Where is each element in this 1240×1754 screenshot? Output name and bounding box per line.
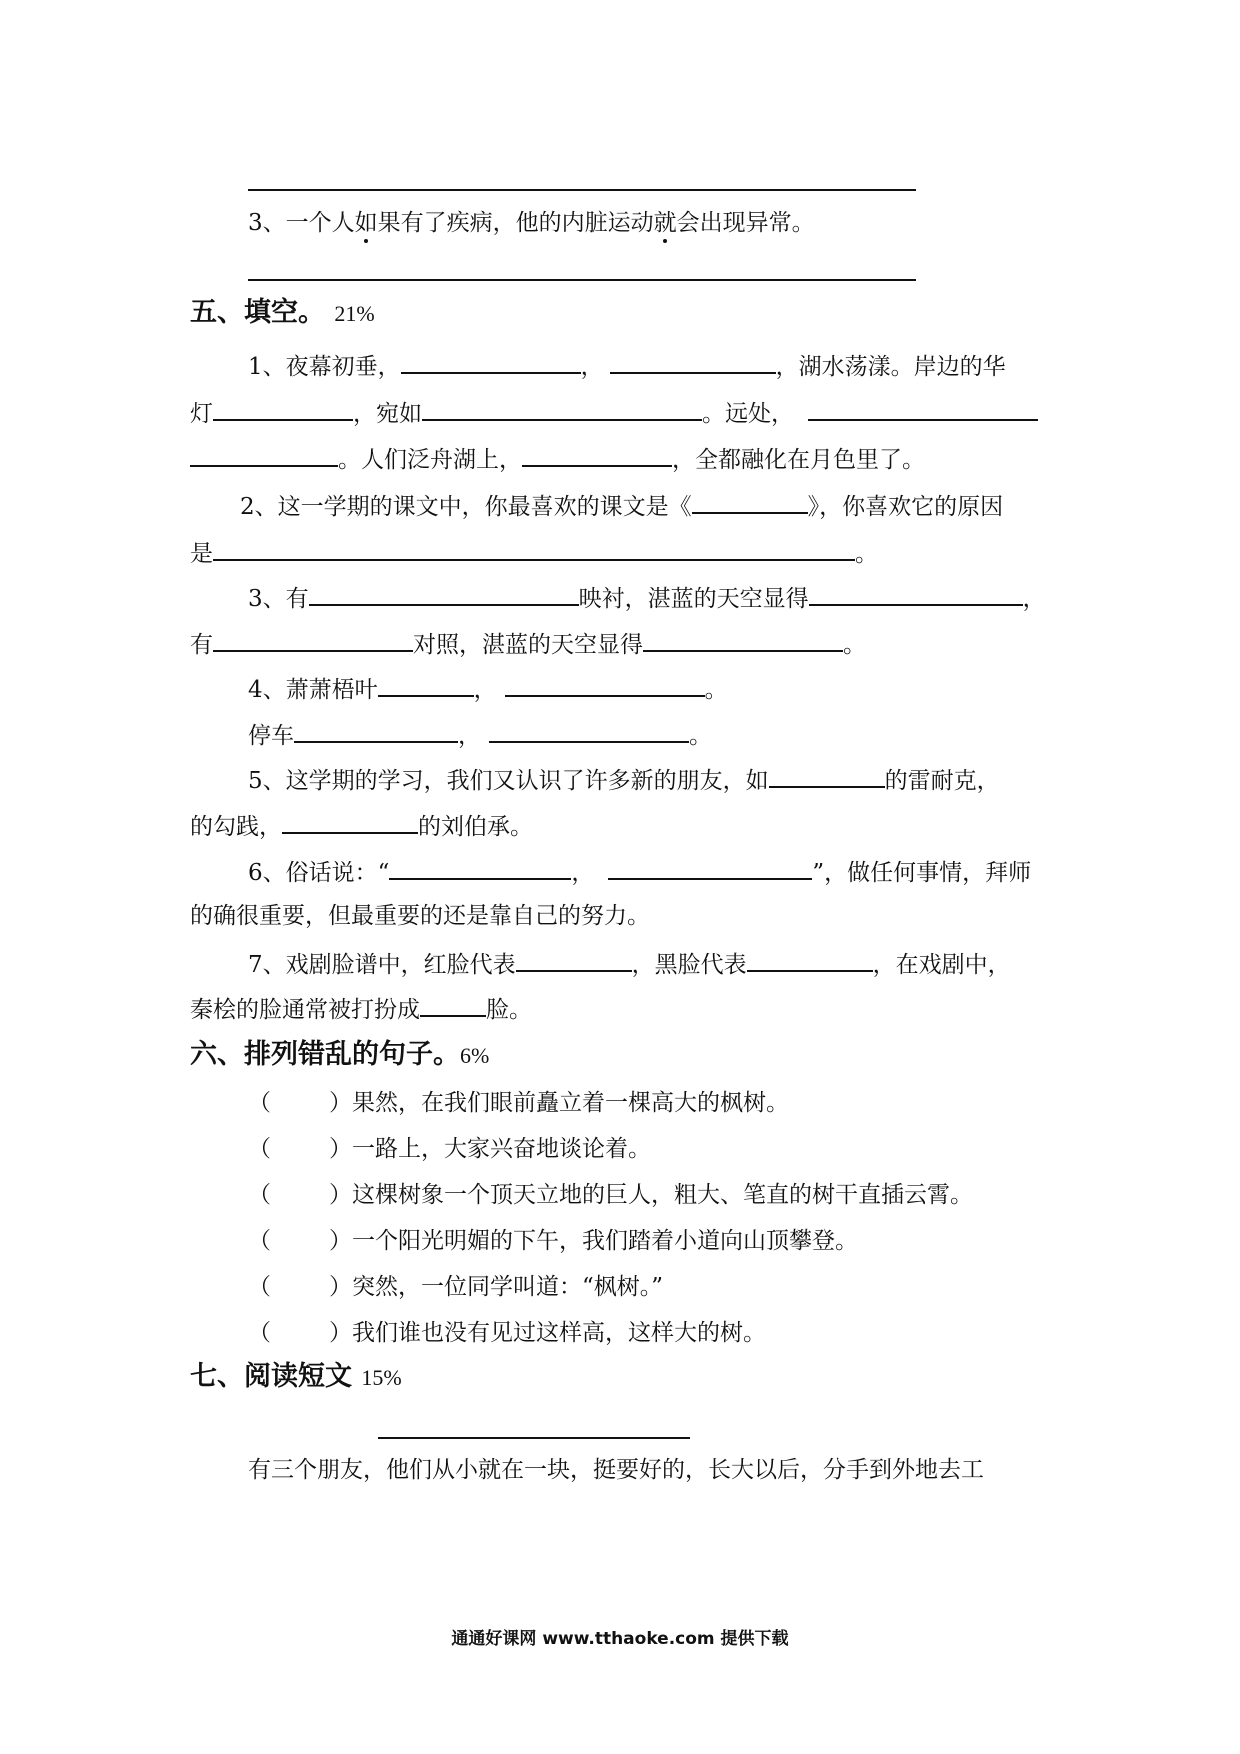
- q5-6-line-2: 的确很重要，但最重要的还是靠自己的努力。: [190, 903, 650, 929]
- fill-blank[interactable]: [505, 673, 705, 697]
- fill-blank[interactable]: [747, 948, 873, 972]
- section-7-heading: 七、阅读短文 15%: [190, 1361, 402, 1392]
- ordering-item: （ ）我们谁也没有见过这样高，这样大的树。: [248, 1320, 766, 1346]
- fill-blank[interactable]: [378, 673, 474, 697]
- dotted-char: 就: [653, 210, 677, 236]
- footer-credit: 通通好课网 www.tthaoke.com 提供下载: [451, 1629, 789, 1649]
- ordering-item: （ ）果然，在我们眼前矗立着一棵高大的枫树。: [248, 1090, 789, 1116]
- fill-blank[interactable]: [809, 582, 1023, 606]
- q5-4-line-2: 停车 ， 。: [248, 719, 712, 751]
- q5-1-line-3: 。人们泛舟湖上， ，全都融化在月色里了。: [190, 443, 925, 475]
- q5-2-line-2: 是 。: [190, 537, 878, 569]
- fill-blank[interactable]: [389, 856, 571, 880]
- answer-line[interactable]: [248, 279, 916, 281]
- q5-1-line-1: 1、夜幕初垂， ， ，湖水荡漾。岸边的华: [248, 350, 1006, 382]
- q5-7-line-1: 7、戏剧脸谱中，红脸代表 ，黑脸代表 ，在戏剧中，: [248, 948, 1011, 980]
- fill-blank[interactable]: [190, 443, 338, 467]
- ordering-item: （ ）这棵树象一个顶天立地的巨人，粗大、笔直的树干直插云霄。: [248, 1182, 973, 1208]
- fill-blank[interactable]: [489, 719, 689, 743]
- fill-blank[interactable]: [692, 490, 808, 514]
- q5-5-line-2: 的勾践， 的刘伯承。: [190, 810, 533, 842]
- q5-1-line-2: 灯 ，宛如 。远处，: [190, 397, 1038, 429]
- fill-blank[interactable]: [294, 719, 458, 743]
- fill-blank[interactable]: [309, 582, 579, 606]
- q5-3-line-2: 有 对照，湛蓝的天空显得 。: [190, 628, 866, 660]
- fill-blank[interactable]: [608, 856, 812, 880]
- fill-blank[interactable]: [769, 764, 885, 788]
- ordering-item: （ ）突然，一位同学叫道：“枫树。”: [248, 1274, 664, 1300]
- q5-6-line-1: 6、俗话说：“ ， ”，做任何事情，拜师: [248, 856, 1031, 888]
- fill-blank[interactable]: [213, 537, 855, 561]
- fill-blank[interactable]: [808, 397, 1038, 421]
- fill-blank[interactable]: [422, 397, 702, 421]
- title-blank-line[interactable]: [378, 1437, 690, 1439]
- q4-item-3: 3、一个人如果有了疾病，他的内脏运动就会出现异常。: [248, 210, 815, 236]
- fill-blank[interactable]: [420, 993, 486, 1017]
- section-5-heading: 五、填空。 21%: [190, 297, 375, 328]
- fill-blank[interactable]: [610, 350, 776, 374]
- fill-blank[interactable]: [643, 628, 843, 652]
- q5-5-line-1: 5、这学期的学习，我们又认识了许多新的朋友，如 的雷耐克，: [248, 764, 1000, 796]
- item-number: 3、: [248, 210, 286, 236]
- ordering-item: （ ）一个阳光明媚的下午，我们踏着小道向山顶攀登。: [248, 1228, 858, 1254]
- fill-blank[interactable]: [516, 948, 632, 972]
- fill-blank[interactable]: [522, 443, 672, 467]
- q5-2-line-1: 2、这一学期的课文中，你最喜欢的课文是《 》，你喜欢它的原因: [240, 490, 1003, 522]
- fill-blank[interactable]: [282, 810, 418, 834]
- answer-line[interactable]: [248, 189, 916, 191]
- reading-paragraph: 有三个朋友，他们从小就在一块，挺要好的，长大以后，分手到外地去工: [248, 1457, 984, 1483]
- section-6-heading: 六、排列错乱的句子。6%: [190, 1039, 490, 1070]
- q5-4-line-1: 4、萧萧梧叶 ， 。: [248, 673, 728, 705]
- fill-blank[interactable]: [401, 350, 581, 374]
- q5-7-line-2: 秦桧的脸通常被打扮成 脸。: [190, 993, 532, 1025]
- dotted-char: 如: [354, 210, 378, 236]
- q5-3-line-1: 3、有 映衬，湛蓝的天空显得 ，: [248, 582, 1046, 614]
- ordering-item: （ ）一路上，大家兴奋地谈论着。: [248, 1136, 651, 1162]
- fill-blank[interactable]: [213, 397, 353, 421]
- fill-blank[interactable]: [213, 628, 413, 652]
